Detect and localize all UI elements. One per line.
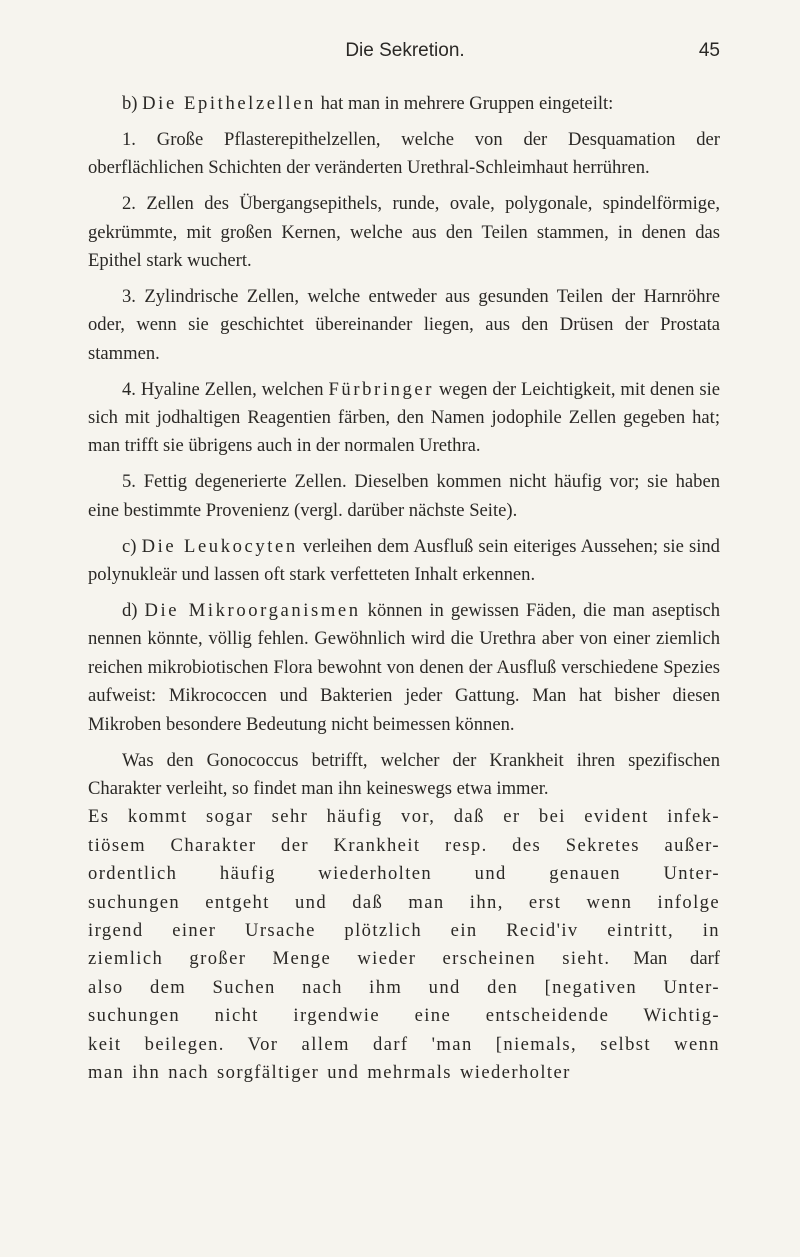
section-label: b) [122,93,138,114]
paragraph-text: hat man in mehrere Gruppen eingeteilt: [320,93,614,114]
list-item-1: 1. Große Pflasterepithelzellen, welche von der Desquamation der oberflächlichen Schichten der veränderten Urethral-Schleimhaut herrühren. [88,128,720,179]
spaced-line: suchungen nicht irgendwie eine entscheidende Wichtig- [88,1005,720,1027]
paragraph-text: wegen der Leichtigkeit, mit denen sie sich mit jodhaltigen Reagentien färben, den Namen jodophile Zellen gegeben hat; man trifft sie übrigens auch in der normalen Urethra. [88,378,720,457]
spaced-line: also dem Suchen nach ihm und den [negativen Unter- [88,976,720,998]
paragraph-gonococcus [88,747,720,1088]
list-item-4 [88,376,720,461]
spaced-line: suchungen entgeht und daß man ihn, erst wenn infolge [88,891,720,913]
paragraph-b [88,90,720,118]
author-name: Fürbringer [328,378,435,400]
list-item-3: 3. Zylindrische Zellen, welche entweder aus gesunden Teilen der Harnröhre oder, wenn sie geschichtet übereinander liegen, aus den Drüsen der Prostata stammen. [88,285,720,364]
body-text [88,90,720,1095]
paragraph-c [88,533,720,590]
page-number: 45 [698,40,720,61]
paragraph-text: 4. Hyaline Zellen, welchen [122,378,324,400]
paragraph-text: verleihen dem Ausfluß sein eiteriges Aussehen; sie sind polynukleär und lassen oft stark verfetteten Inhalt erkennen. [88,535,720,586]
spaced-line: ordentlich häufig wiederholten und genauen Unter- [88,863,720,885]
section-label: c) [122,535,137,557]
running-header [90,40,720,70]
paragraph-text: Was den Gonococcus betrifft, welcher der Krankheit ihren spezifischen Charakter verleiht, so findet man ihn keineswegs etwa immer. [88,749,720,799]
spaced-text: ziemlich großer Menge wieder erscheinen sieht. [88,948,611,970]
paragraph-d [88,597,720,739]
running-title: Die Sekretion. [345,40,465,61]
list-item-5: 5. Fettig degenerierte Zellen. Dieselben kommen nicht häufig vor; sie haben eine bestimmte Provenienz (vergl. darüber nächste Seite). [88,471,720,521]
paragraph-text: können in gewissen Fäden, die man aseptisch nennen könnte, völlig fehlen. Gewöhnlich wird die Urethra aber von einer ziemlich reichen mikrobiotischen Flora bewohnt von denen der Ausfluß verschiedene Spezies aufweist: Mikrococcen und Bakterien jeder Gattung. Man hat bisher diesen Mikroben besondere Bedeutung nicht beimessen können. [88,600,720,735]
spaced-line: Es kommt sogar sehr häufig vor, daß er bei evident infek- [88,806,720,828]
list-item-2: 2. Zellen des Übergangsepithels, runde, ovale, polygonale, spindelförmige, gekrümmte, mit großen Kernen, welche aus den Teilen stammen, in denen das Epithel stark wuchert. [88,193,720,272]
normal-text: Man darf [633,948,720,970]
section-term: Die Epithelzellen [142,93,316,114]
spaced-line: keit beilegen. Vor allem darf 'man [niemals, selbst wenn [88,1033,720,1055]
section-term: Die Leukocyten [141,535,298,557]
section-label: d) [122,600,138,621]
spaced-line: man ihn nach sorgfältiger und mehrmals wiederholter [88,1062,571,1083]
spaced-line: tiösem Charakter der Krankheit resp. des Sekretes außer- [88,834,720,856]
spaced-line: irgend einer Ursache plötzlich ein Recid'iv eintritt, in [88,919,720,941]
section-term: Die Mikroorganismen [144,600,361,621]
mixed-line [88,945,720,973]
